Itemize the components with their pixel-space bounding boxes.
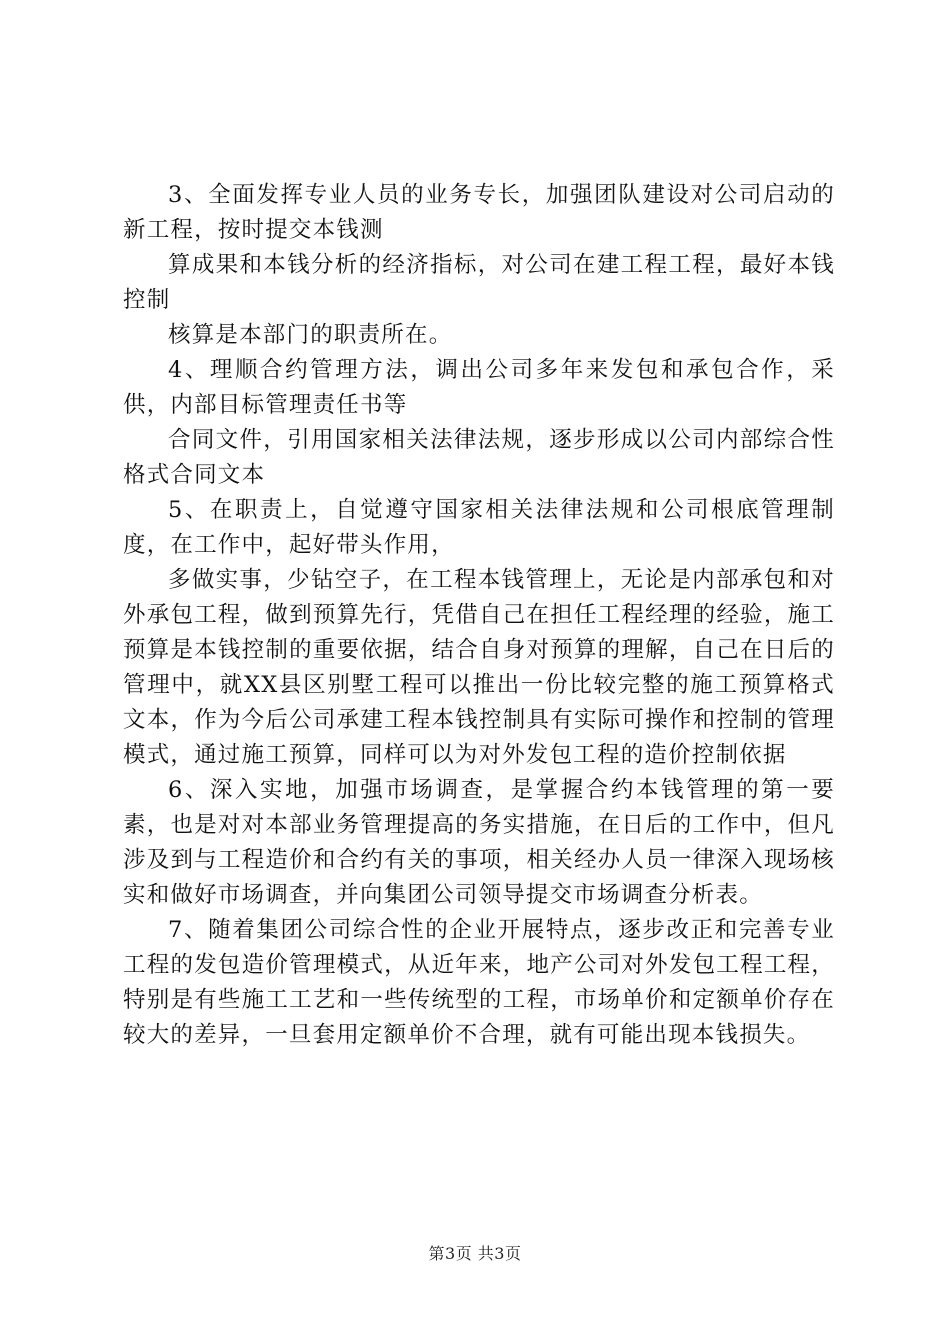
paragraph-item-7: 7、随着集团公司综合性的企业开展特点，逐步改正和完善专业工程的发包造价管理模式，从近年来，地产公司对外发包工程工程，特别是有些施工工艺和一些传统型的工程，市场单价和定额单价存在较大的差异，一旦套用定额单价不合理，就有可能出现本钱损失。 — [123, 917, 835, 1048]
page-number-label: 第3页 共3页 — [428, 1244, 522, 1263]
paragraph-item-3-end: 核算是本部门的职责所在。 — [168, 322, 453, 348]
paragraph-item-5: 5、在职责上，自觉遵守国家相关法律法规和公司根底管理制度，在工作中，起好带头作用， — [123, 497, 835, 558]
paragraph-item-4-continued: 合同文件，引用国家相关法律法规，逐步形成以公司内部综合性格式合同文本 — [123, 427, 835, 488]
paragraph-item-6: 6、深入实地，加强市场调查，是掌握合约本钱管理的第一要素，也是对对本部业务管理提高的务实措施，在日后的工作中，但凡涉及到与工程造价和合约有关的事项，相关经办人员一律深入现场核实和做好市场调查，并向集团公司领导提交市场调查分析表。 — [123, 777, 835, 908]
paragraph-item-5-continued: 多做实事，少钻空子，在工程本钱管理上，无论是内部承包和对外承包工程，做到预算先行，凭借自己在担任工程经理的经验，施工预算是本钱控制的重要依据，结合自身对预算的理解，自己在日后的管理中，就XX县区别墅工程可以推出一份比较完整的施工预算格式文本，作为今后公司承建工程本钱控制具有实际可操作和控制的管理模式，通过施工预算，同样可以为对外发包工程的造价控制依据 — [123, 567, 835, 768]
document-body — [123, 178, 835, 1053]
paragraph-item-3: 3、全面发挥专业人员的业务专长，加强团队建设对公司启动的新工程，按时提交本钱测 — [123, 182, 835, 243]
paragraph-item-4: 4、理顺合约管理方法，调出公司多年来发包和承包合作，采供，内部目标管理责任书等 — [123, 357, 835, 418]
page-footer — [0, 1244, 950, 1264]
paragraph-item-3-continued: 算成果和本钱分析的经济指标，对公司在建工程工程，最好本钱控制 — [123, 252, 835, 313]
